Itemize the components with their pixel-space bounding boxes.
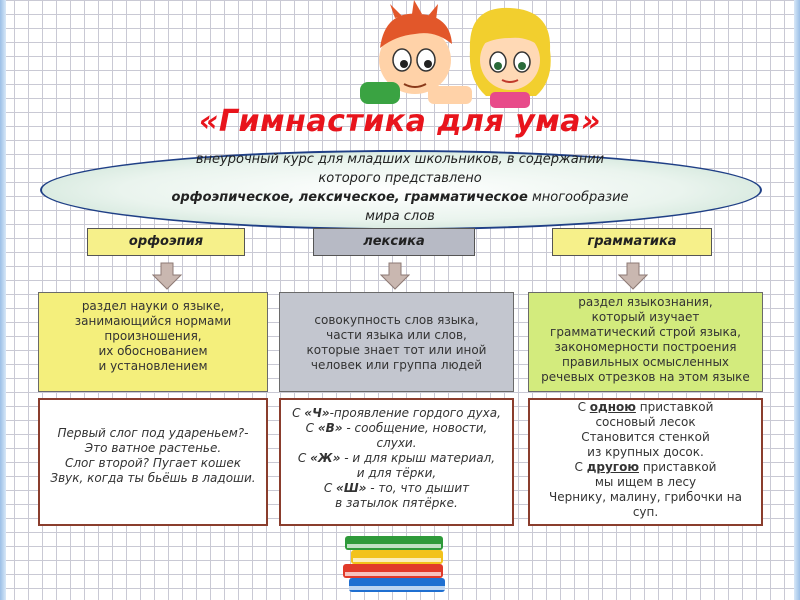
page-title: «Гимнастика для ума» — [198, 104, 602, 139]
example-line — [281, 496, 512, 511]
header-lexicon: лексика — [313, 228, 475, 256]
example-text: - сообщение, новости, — [342, 421, 488, 435]
children-illustration — [340, 0, 570, 110]
header-orthoepy: орфоэпия — [87, 228, 245, 256]
example-line — [281, 481, 512, 496]
example-line — [530, 400, 761, 415]
down-arrow-icon — [380, 262, 410, 290]
boy-figure — [360, 0, 472, 104]
definition-line: и установлением — [98, 359, 208, 373]
definition-line: которые знает тот или иной — [306, 343, 487, 357]
subtitle-line-4: мира слов — [365, 209, 435, 224]
definition-line: раздел языкознания, — [578, 295, 713, 309]
definition-line: который изучает — [591, 310, 700, 324]
example-line — [530, 430, 761, 445]
example-text: -проявление гордого духа, — [329, 406, 501, 420]
subtitle-line-3-rest: многообразие — [527, 190, 629, 205]
subtitle-line-3 — [140, 188, 660, 207]
example-text: С — [323, 481, 337, 495]
example-letter: «Ш» — [336, 481, 367, 495]
subtitle-bold-terms: орфоэпическое, лексическое, грамматическое — [171, 190, 528, 205]
example-text: из крупных досок. — [587, 445, 704, 459]
example-text: суп. — [632, 505, 659, 519]
definition-line: части языка или слов, — [326, 328, 467, 342]
definition-line: человек или группа людей — [310, 358, 483, 372]
example-text: и для тёрки, — [356, 466, 437, 480]
definition-line: совокупность слов языка, — [314, 313, 479, 327]
example-line — [530, 415, 761, 430]
girl-figure — [470, 8, 551, 108]
subtitle-text — [140, 150, 660, 226]
header-grammar: грамматика — [552, 228, 712, 256]
example-line — [530, 445, 761, 460]
definition-line: грамматический строй языка, — [550, 325, 741, 339]
example-text: С — [305, 421, 318, 435]
example-line — [281, 421, 512, 436]
example-line: Слог второй? Пугает кошек — [64, 456, 242, 470]
down-arrow-icon — [618, 262, 648, 290]
example-text: - и для крыш материал, — [340, 451, 496, 465]
example-letter: «В» — [317, 421, 343, 435]
example-text: - то, что дышит — [366, 481, 470, 495]
example-line — [281, 466, 512, 481]
example-orthoepy — [38, 398, 268, 526]
example-underlined: одною — [589, 400, 636, 414]
definition-line: закономерности построения — [554, 340, 737, 354]
example-text: С — [292, 406, 305, 420]
example-text: в затылок пятёрке. — [335, 496, 458, 510]
example-line — [530, 460, 761, 475]
books-stack-icon — [335, 528, 455, 596]
example-text: Становится стенкой — [581, 430, 710, 444]
example-line — [281, 406, 512, 421]
example-line — [530, 505, 761, 520]
example-underlined: другою — [586, 460, 639, 474]
definition-line: их обоснованием — [98, 344, 208, 358]
definition-line: произношения, — [104, 329, 202, 343]
definition-line: правильных осмысленных — [561, 355, 730, 369]
example-line — [530, 490, 761, 505]
example-grammar — [528, 398, 763, 526]
example-lexicon — [279, 398, 514, 526]
example-text: слухи. — [376, 436, 417, 450]
definition-lexicon — [279, 292, 514, 392]
example-text: С — [297, 451, 311, 465]
example-line — [281, 451, 512, 466]
example-line: Это ватное растенье. — [84, 441, 222, 455]
definition-orthoepy — [38, 292, 268, 392]
left-frame — [0, 0, 6, 600]
example-text: приставкой — [639, 460, 717, 474]
example-text: мы ищем в лесу — [594, 475, 697, 489]
example-line: Первый слог под удареньем?- — [57, 426, 249, 440]
right-frame — [794, 0, 800, 600]
example-text: Чернику, малину, грибочки на — [549, 490, 742, 504]
down-arrow-icon — [152, 262, 182, 290]
example-letter: «Ж» — [310, 451, 341, 465]
example-text: С — [577, 400, 590, 414]
definition-line: речевых отрезков на этом языке — [541, 370, 750, 384]
example-letter: «Ч» — [304, 406, 330, 420]
example-text: С — [574, 460, 587, 474]
subtitle-line-1: внеурочный курс для младших школьников, в содержании — [195, 152, 605, 167]
definition-line: раздел науки о языке, — [81, 299, 225, 313]
example-line: Звук, когда ты бьёшь в ладоши. — [50, 471, 256, 485]
example-line — [281, 436, 512, 451]
definition-line: занимающийся нормами — [74, 314, 232, 328]
subtitle-line-2: которого представлено — [318, 171, 482, 186]
example-text: приставкой — [635, 400, 714, 414]
example-line — [530, 475, 761, 490]
example-text: сосновый лесок — [595, 415, 696, 429]
definition-grammar — [528, 292, 763, 392]
